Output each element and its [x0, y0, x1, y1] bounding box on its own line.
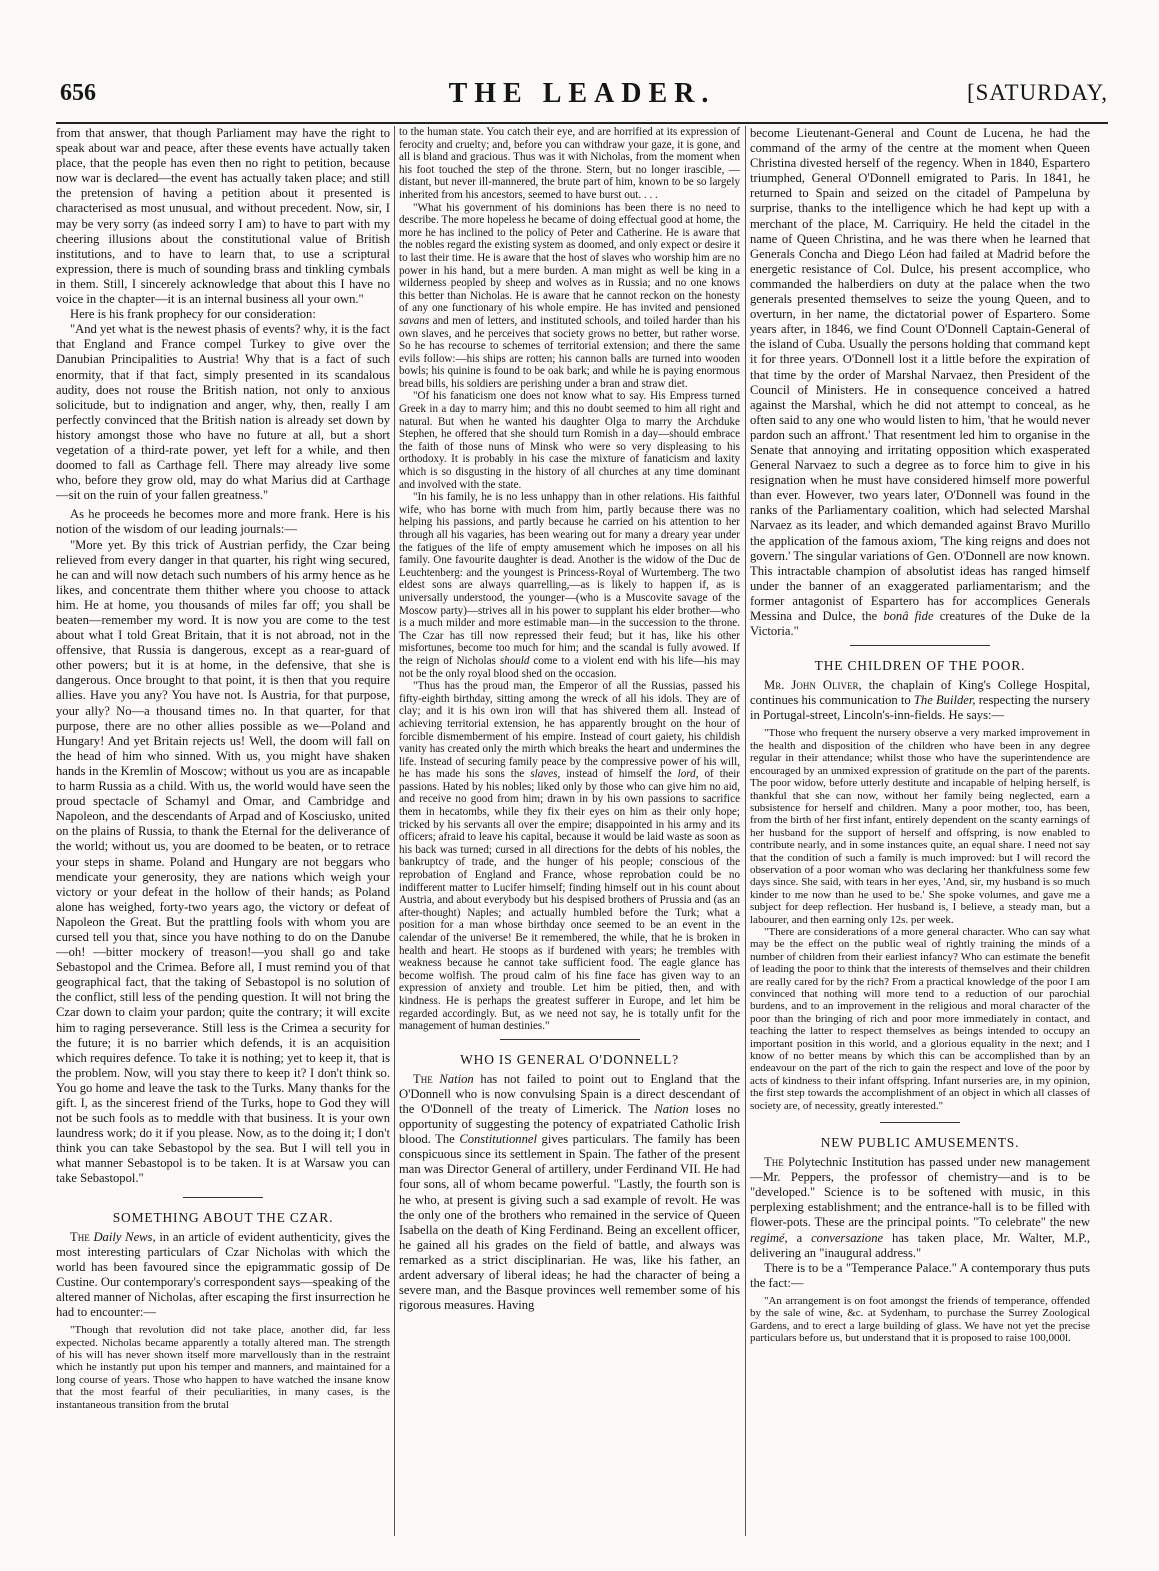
section-rule — [500, 1039, 640, 1040]
masthead-title: THE LEADER. — [448, 78, 716, 109]
quote-paragraph-small: to the human state. You catch their eye, and are horrified at its expression of ferocity and cruelty; and, before you can withdraw your gaze, it is gone, and all is bland and gracious. Thus was it with Nicholas, from the moment when his foot touched the step of the throne. Stern, but no longer irascible, —distant, but never ill-mannered, the brute part of him, known to be so largely inherited from his ancestors, seemed to have burst out. . . . — [399, 126, 740, 201]
column-2 — [399, 126, 740, 1536]
quote-paragraph: "And yet what is the newest phasis of events? why, it is the fact that England and France compel Turkey to give over the Danubian Principalities to Austria! Why that is a fact of such enormity, that if that fact, simply presented in its scandalous audity, does not rouse the British nation, not only to anxious solicitude, but to indignation and anger, why, then, really I am perfectly convinced that the British nation is already set down by history amongst those who have no future at all, but a short vegetation of a third-rate power, yet left for a while, and then doomed to fall as Carthage fell. There may already live some who, before they grow old, may do what Marius did at Carthage—sit on the ruin of your fallen greatness." — [56, 322, 390, 503]
section-rule — [880, 1122, 960, 1123]
paragraph: As he proceeds he becomes more and more frank. Here is his notion of the wisdom of our leading journals:— — [56, 507, 390, 537]
header-rule — [56, 122, 1108, 124]
quote-paragraph: "More yet. By this trick of Austrian perfidy, the Czar being relieved from every danger in that quarter, his right wing secured, he can and will now detach such numbers of his army hence as he likes, and concentrate them thither where you choose to attack him. He at home, you thousands of miles far off; you shall be beaten—remember my word. It is now you are come to the test about what I told Great Britain, that it is not abroad, not in the offensive, that Russia is dangerous, except as a rear-guard of other powers; but it is at home, in the defensive, that she is dangerous. Once brought to that point, it is then that you require allies. Have you any? You have not. Is Austria, for that purpose, your ally? No—a thousand times no. In that quarter, for that purpose, there are no other allies possible as we—Poland and Hungary! And yet Britain rejects us! Well, the doom will fall on the head of him who sinned. With us, you might have shaken hands in the Kremlin of Moscow; without us you are as incapable to harm Russia as a child. With us, the world would have seen the proud spectacle of Schamyl and Omar, and Cambridge and Napoleon, and the descendants of Arpad and of Kosciusko, united on the plains of Russia, to thank the Eternal for the deliverance of the world; without us, you are doomed to be beaten, or to retrace your steps in shame. Poland and Hungary are not beggars who mendicate your generosity, they are nations which weigh your victory or your defeat in the hollow of their hands; as Poland alone has weighed, forty-two years ago, the victory or defeat of Napoleon the Great. But the prattling fools with whom you are cursed tell you that, since you have nothing to do on the Danube—oh! —bitter mockery of treason!—you shall go and take Sebastopol and the Crimea. Before all, I must remind you of that geographical fact, that the taking of Sebastopol is no solution of the conflict, still less of the pending question. It will not bring the Czar down to claim your pardon; quite the contrary; it will excite him to raging perseverance. Still less is the Crimea a security for the future; it is no barrier which defends, it is an acquisition which requires defence. To take it is nothing; yet to keep it, that is the problem. Now, will you stay there to keep it? I don't think so. You go home and leave the task to the Turks. Many thanks for the gift. I, as the sincerest friend of the Turks, hope to God they will not be such fools as to meddle with that business. It is your own laundress work; do it if you please. Now, as to the doing it; I don't think you can take Sebastopol by the sea. But I will tell you in what manner Sebastopol is to be taken. It is at Warsaw you can take Sebastopol." — [56, 537, 390, 1186]
quote-paragraph-small: "Though that revolution did not take place, another did, far less expected. Nicholas became apparently a totally altered man. The strength of his will has never shown itself more marvellously than in the restraint which he instantly put upon his temper and manners, and maintained for a long course of years. Those who happen to have watched the insane know that the most fearful of their peculiarities, in many cases, is the instantaneous transition from the brutal — [56, 1324, 390, 1411]
quote-paragraph-small: "Those who frequent the nursery observe a very marked improvement in the health and disposition of the children who have been in any degree regular in their attendance; whilst those who have the superintendence are encouraged by an unmixed expression of gratitude on the part of the parents. The poor widow, before utterly destitute and incapable of helping herself, is thankful that she can now, without her family being neglected, earn a subsistence for herself and children. Many a poor mother, too, has been, from the birth of her first infant, entirely dependent on the scanty earnings of her husband for the support of herself and offspring, is now enabled to contribute nearly, and in some instances quite, an equal share. I need not say that the condition of such a family is much improved: but I will record the observation of a poor woman who was declaring her thankfulness some few days since. She said, with tears in her eyes, 'And, sir, my husband is so much kinder to me now than he used to be.' She spoke volumes, and gave me a subject for deep reflection. Her husband is, I believe, a steady man, but a labourer, and then earning only 12s. per week. — [750, 727, 1090, 926]
column-3 — [750, 126, 1090, 1536]
quote-paragraph-small: "An arrangement is on foot amongst the friends of temperance, offended by the sale of wine, &c. at Sydenham, to purchase the Surrey Zoological Gardens, and to erect a large building of glass. We have not yet the precise particulars before us, but understand that it is proposed to raise 100,000l. — [750, 1294, 1090, 1345]
section-heading-amusements: NEW PUBLIC AMUSEMENTS. — [820, 1135, 1020, 1151]
page-header — [56, 74, 1108, 114]
paragraph: The Nation has not failed to point out to England that the O'Donnell who is now convulsing Spain is a direct descendant of the O'Donnell of the treaty of Limerick. The Nation loses no opportunity of suggesting the potency of expatriated Catholic Irish blood. The Constitutionnel gives particulars. The family has been conspicuous since its settlement in Spain. The father of the present man was Director General of artillery, under Ferdinand VII. He had four sons, all of whom became powerful. "Lastly, the fourth son is he who, at present is giving such a sad example of revolt. He was the only one of the brothers who remained in the service of Queen Isabella on the death of King Ferdinand. Being an excellent officer, he gained all his grades on the field of battle, and always was remarked as a strict disciplinarian. He was, like his father, an ardent adversary of liberal ideas; he had the character of being a severe man, and the Basque provinces well remember some of his rigorous measures. Having — [399, 1071, 740, 1313]
paragraph: The Daily News, in an article of evident authenticity, gives the most interesting particulars of Czar Nicholas with which the world has been favoured since the epigrammatic gossip of De Custine. Our contemporary's correspondent says—speaking of the altered manner of Nicholas, after escaping the first insurrection he had to encounter:— — [56, 1229, 390, 1320]
paragraph: The Polytechnic Institution has passed under new management—Mr. Peppers, the professor of chemistry—and is to be "developed." Science is to be softened with music, in this perplexing establishment; and the entrance-hall is to be filled with flower-pots. These are the principal points. "To celebrate" the new regimé, a conversazione has taken place, Mr. Walter, M.P., delivering an "inaugural address." — [750, 1155, 1090, 1260]
paragraph: Here is his frank prophecy for our consideration: — [70, 307, 316, 322]
paragraph: from that answer, that though Parliament may have the right to speak about war and peace, after these events have actually taken place, that the people has even then no right to petition, because now war is declared—the event has actually taken place; and still the pretension of having a petition about it presented is characterised as most unusual, and without precedent. Now, sir, I may be very sorry (as indeed sorry I am) to have to part with my cheering illusions about the constitutional value of British institutions, and to have to learn that, to use a scriptural expression, there is much of sounding brass and tinkling cymbals in them. Still, I sincerely acknowledge that about this I have no voice in the chapter—it is an internal business all your own." — [56, 126, 390, 307]
page-number: 656 — [60, 80, 96, 106]
quote-paragraph-small: "Thus has the proud man, the Emperor of all the Russias, passed his fifty-eighth birthday, sitting among the wreck of all his idols. They are of clay; and it is his own iron will that has shivered them all. Instead of achieving territorial extension, he has apparently brought on the hour of forcible dismemberment of his empire. Instead of court gaiety, his childish vanity has created only the mirth which breaks the heart and undermines the life. Instead of securing family peace by the compressive power of his will, he has made his sons the slaves, instead of himself the lord, of their passions. Hated by his nobles; liked only by those who can give him no aid, and receive no good from him; drawn in by his own passions to sacrifice them in hecatombs, while they fix their eyes on him as their only hope; tricked by his servants all over the empire; disappointed in his army and its officers; afraid to leave his capital, because it would be laid waste as soon as his back was turned; cursed in all directions for the debts of his nobles, the bankruptcy of trade, and the hunger of his people; conscious of the reprobation of England and France, whose reprobation could be no indifferent matter to Lucifer himself; finding himself out in his count about Austria, and about everybody but his despised brothers of Prussia and (as an after-thought) Naples; and actually humbled before the Turk; what a position for a man whose birthday once seemed to be an event in the calendar of the universe! Be it remembered, the while, that he is broken in health and heart. He stoops as if burdened with years; he trembles with weakness because he cannot take sufficient food. The eagle glance has become wolfish. The proud calm of his fine face has given way to an expression of anxiety and trouble. Let him be pitied, then, and with kindness. He is perhaps the greatest sufferer in Europe, and let him be regarded accordingly. But, as we need not say, he is totally unfit for the management of human destinies." — [399, 680, 740, 1033]
column-divider — [745, 126, 746, 1536]
section-heading-odonnell: WHO IS GENERAL O'DONNELL? — [460, 1051, 679, 1067]
quote-paragraph-small: "In his family, he is no less unhappy than in other relations. His faithful wife, who has borne with much from him, partly because there was no helping his passions, and partly because he carried on his attention to her through all his vagaries, has been wearing out for many a dreary year under the fatigues of the life of empty amusement which he imposes on all his family. One favourite daughter is dead. Another is the widow of the Duc de Leuchtenberg: and the youngest is Princess-Royal of Wurtemberg. The two eldest sons are always quarrelling,—as is likely to happen if, as is universally understood, the younger—(who is a Muscovite savage of the Moscow party)—strives all in his power to supplant his elder brother—who is a much milder and more estimable man—in the succession to the throne. The Czar has till now repressed their feud; but it has, like his other misfortunes, become too much for him; and the scandal is fully avowed. If the reign of Nicholas should come to a violent end with his life—his may not be the only royal blood shed on the occasion. — [399, 491, 740, 680]
paragraph: There is to be a "Temperance Palace." A contemporary thus puts the fact:— — [750, 1260, 1090, 1290]
issue-day: [SATURDAY, — [966, 80, 1108, 105]
section-rule — [850, 645, 990, 646]
section-rule — [183, 1197, 263, 1198]
column-divider — [394, 126, 395, 1536]
quote-paragraph-small: "What his government of his dominions has been there is no need to describe. The more hopeless he became of doing effectual good at home, the more he has inclined to the policy of Peter and Catherine. He is aware that the nobles regard the existing system as doomed, and only expect or desire it to last their time. He is aware that the host of slaves who worship him are no power in his hand, but a mere burden. A man might as well be king in a wilderness peopled by sheep and wolves as in Russia; and no one knows this better than Nicholas. He is aware that he cannot reckon on the honesty of any one functionary of his whole empire. He has invited and pensioned savans and men of letters, and instituted schools, and toiled harder than his own slaves, and he perceives that society grows no better, but rather worse. So he has recourse to schemes of territorial extension; and there the same evils follow:—his ships are rotten; his cannon balls are turned into wooden bowls; his quinine is found to be oak bark; and while he is paying enormous bread bills, his soldiers are perishing under a bran and straw diet. — [399, 201, 740, 390]
quote-paragraph-small: "Of his fanaticism one does not know what to say. His Empress turned Greek in a day to marry him; and this no doubt seemed to him all right and natural. But when he wanted his daughter Olga to marry the Archduke Stephen, he offered that she should turn Romish in a day—should embrace the faith of those nuns of Minsk who were so very displeasing to his orthodoxy. It is probably in his case the mixture of fanaticism and laxity which is so disgusting in the history of all churches at any time dominant and involved with the state. — [399, 390, 740, 491]
paragraph: Mr. John Oliver, the chaplain of King's College Hospital, continues his communication to The Builder, respecting the nursery in Portugal-street, Lincoln's-inn-fields. He says:— — [750, 678, 1090, 723]
column-1 — [56, 126, 390, 1536]
section-heading-children: THE CHILDREN OF THE POOR. — [814, 658, 1026, 674]
section-heading-czar: SOMETHING ABOUT THE CZAR. — [112, 1209, 334, 1225]
paragraph: become Lieutenant-General and Count de Lucena, he had the command of the army of the centre at the moment when Queen Christina divested herself of the regency. When in 1840, Espartero triumphed, General O'Donnell emigrated to Paris. In 1841, he returned to Spain and seized on the citadel of Pampeluna by surprise, thanks to the intelligence which he had kept up with a merchant of the place, M. Carriquiry. He held the citadel in the name of Queen Christina, and he was there when he learned that Generals Concha and Diego Léon had failed at Madrid before the energetic resistance of Col. Dulce, his present accomplice, who commanded the halberdiers on duty at the palace when the two generals presented themselves to seize the young Queen, and to overturn, in her name, the dictatorial power of Espartero. Some years after, in 1846, we find Count O'Donnell Captain-General of the island of Cuba. Usually the persons holding that command kept it for three years. O'Donnell lost it a little before the expiration of that time by the order of Marshal Narvaez, then President of the Council of Ministers. He in consequence conceived a hatred against the Marshal, which he did not attempt to conceal, as he often said to any one who would listen to him, 'that he would never pardon such an affront.' That resentment led him to organise in the Senate that annoying and irritating opposition which exasperated General Narvaez to such a degree as to force him to give in his resignation when he must have considered himself more powerful than ever. However, two years later, O'Donnell was found in the ranks of the Parliamentary coalition, which had selected Marshal Narvaez as its leader, and which demanded against Bravo Murillo the application of the famous axiom, 'The king reigns and does not govern.' The singular variations of Gen. O'Donnell are now known. This intractable champion of absolutist ideas has ranged himself under the banner of an exaggerated parliamentarism; and the former antagonist of Espartero has for accomplices Generals Messina and Dulce, the bonâ fide creatures of the Duke de la Victoria." — [750, 126, 1090, 639]
quote-paragraph-small: "There are considerations of a more general character. Who can say what may be the effect on the public weal of rightly training the minds of a number of children from their earliest infancy? Who can estimate the benefit of leading the poor to think that the interests of themselves and their children are really cared for by the rich? From a practical knowledge of the poor I am convinced that nothing will more tend to a reduction of our parochial burdens, and to an improvement in the religious and moral character of the poor than the bringing of rich and poor more immediately in contact, and teaching the latter to respect themselves as beings intended to occupy an important position in this world, and a glorious equality in the next; and I know of no better means by which this can be accomplished than by an endeavour on the part of the rich to gain the respect and love of the poor by acts of kindness to their infant offspring. Infant nurseries are, in my opinion, the first step towards the accomplishment of an object in which all classes of society are, of necessity, greatly interested." — [750, 925, 1090, 1112]
